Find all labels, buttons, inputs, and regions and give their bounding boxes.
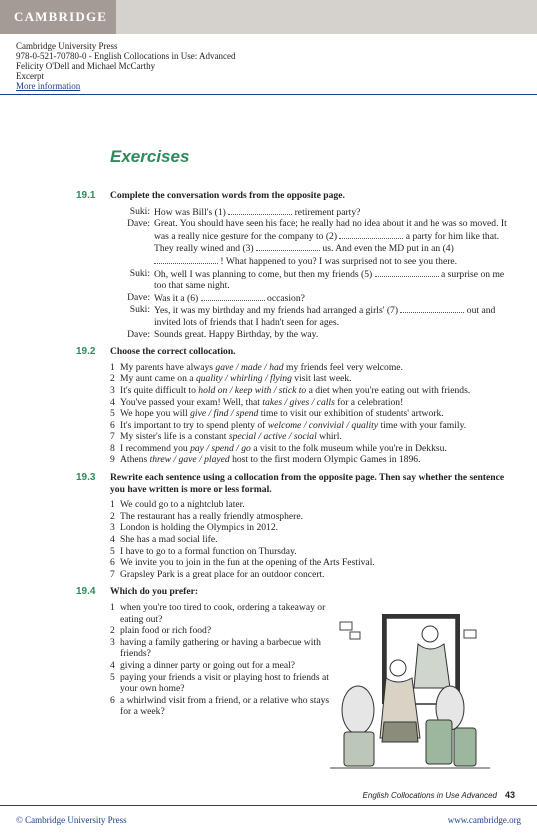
isbn-line: 978-0-521-70780-0 - English Collocations in Use: Advanced: [16, 51, 236, 61]
exercise-19-1: [0, 190, 537, 340]
item-number: 1: [110, 361, 115, 373]
dialogue-text: [154, 292, 510, 305]
header-divider: [0, 94, 537, 95]
list-item: [110, 420, 510, 432]
dialogue-line: [110, 206, 510, 219]
item-number: 2: [110, 373, 115, 385]
rewrite-list: [110, 499, 510, 580]
item-text: London is holding the Olympics in 2012.: [120, 522, 279, 534]
list-item: [110, 660, 330, 672]
dialogue-segment: Great. You should have seen his face; he really had no idea about it and he was so moved. It was a really nice gesture for the company to (2): [154, 218, 507, 242]
book-header: [16, 41, 235, 91]
answer-blank[interactable]: [375, 268, 439, 277]
authors-line: Felicity O'Dell and Michael McCarthy: [16, 61, 156, 71]
dialogue-text: [154, 218, 510, 267]
sentence-end: whirl.: [316, 431, 342, 443]
exercise-instruction: Choose the correct collocation.: [110, 346, 236, 358]
item-number: 5: [110, 408, 115, 420]
dialogue-line: [110, 292, 510, 305]
item-number: 2: [110, 625, 115, 637]
page-number: 43: [504, 790, 515, 800]
item-text: paying your friends a visit or playing host to friends at your own home?: [120, 671, 329, 695]
sentence-end: a diet when you're eating out with friends.: [306, 384, 471, 396]
list-item: [110, 373, 510, 385]
sentence-end: host to the first modern Olympic Games in 1896.: [229, 454, 421, 466]
item-text: [120, 408, 510, 420]
list-item: [110, 695, 330, 718]
item-number: 2: [110, 510, 115, 522]
collocation-options: pay / spend / go: [190, 442, 251, 454]
cambridge-logo: CAMBRIDGE: [0, 0, 116, 34]
list-item: [110, 557, 510, 569]
dialogue-line: [110, 268, 510, 292]
item-number: 1: [110, 499, 115, 511]
list-item: [110, 625, 330, 637]
dialogue-text: [154, 304, 510, 328]
speaker-label: Dave:: [127, 328, 150, 340]
list-item: [110, 454, 510, 466]
sentence-start: I recommend you: [120, 442, 191, 454]
item-text: We could go to a nightclub later.: [120, 499, 245, 511]
more-information-link[interactable]: More information: [16, 81, 81, 91]
dialogue-segment: ! What happened to you? I was surprised not to see you there.: [218, 255, 458, 267]
dialogue-segment: us. And even the MD put in an (4): [320, 243, 454, 255]
dialogue-text: [154, 206, 510, 219]
sentence-start: It's important to try to spend plenty of: [120, 419, 268, 431]
collocation-options: give / find / spend: [190, 408, 259, 420]
sentence-end: a visit to the folk museum while you're in Dekksu.: [250, 442, 447, 454]
list-item: [110, 534, 510, 546]
exercise-number: 19.3: [76, 472, 96, 484]
item-number: 4: [110, 396, 115, 408]
item-text: [120, 431, 510, 443]
list-item: [110, 522, 510, 534]
collocation-options: hold on / keep with / stick to: [198, 384, 307, 396]
collocation-list: [110, 362, 510, 466]
exercise-19-2: [0, 346, 537, 466]
item-number: 1: [110, 602, 115, 613]
list-item: [110, 511, 510, 523]
top-banner: [0, 0, 537, 34]
dialogue-segment: retirement party?: [292, 206, 361, 218]
sentence-end: for a celebration!: [334, 396, 404, 408]
item-text: [120, 454, 510, 466]
dialogue-segment: Oh, well I was planning to come, but then my friends (5): [154, 268, 375, 280]
people-with-luggage-illustration: [330, 610, 490, 775]
item-text: a whirlwind visit from a friend, or a relative who stays for a week?: [120, 694, 330, 718]
page-footer: [363, 790, 515, 800]
exercise-19-3: [0, 472, 537, 580]
item-text: plain food or rich food?: [120, 625, 212, 637]
dialogue-text: [154, 329, 510, 341]
dialogue-segment: Was it a (6): [154, 292, 201, 304]
exercise-number: 19.1: [76, 190, 96, 201]
sentence-start: Athens: [120, 454, 150, 466]
item-number: 6: [110, 557, 115, 569]
collocation-options: special / active / social: [228, 431, 317, 443]
sentence-start: My parents have always: [120, 361, 216, 373]
exercise-number: 19.4: [76, 586, 96, 598]
collocation-options: welcome / convivial / quality: [267, 419, 379, 431]
answer-blank[interactable]: [256, 242, 320, 251]
item-text: giving a dinner party or going out for a meal?: [120, 659, 296, 671]
item-number: 3: [110, 384, 115, 396]
sentence-end: time to visit our exhibition of students' artwork.: [258, 408, 444, 420]
collocation-options: gave / made / had: [215, 361, 284, 373]
answer-blank[interactable]: [154, 255, 218, 264]
exercise-instruction: Which do you prefer:: [110, 586, 199, 598]
dialogue-line: [110, 218, 510, 267]
answer-blank[interactable]: [201, 292, 265, 301]
list-item: [110, 602, 330, 625]
dialogue-segment: How was Bill's (1): [154, 206, 229, 218]
item-text: I have to go to a formal function on Thursday.: [120, 545, 297, 557]
list-item: [110, 569, 510, 581]
item-text: [120, 420, 510, 432]
list-item: [110, 397, 510, 409]
item-text: We invite you to join in the fun at the opening of the Arts Festival.: [120, 557, 375, 569]
conversation: [110, 206, 510, 341]
speaker-label: Suki:: [129, 267, 150, 279]
dialogue-segment: Yes, it was my birthday and my friends had arranged a girls' (7): [154, 305, 401, 317]
item-text: The restaurant has a really friendly atmosphere.: [120, 510, 304, 522]
collocation-options: threw / gave / played: [149, 454, 230, 466]
item-number: 3: [110, 522, 115, 534]
speaker-label: Dave:: [127, 218, 150, 230]
item-text: when you're too tired to cook, ordering a takeaway or eating out?: [120, 602, 326, 625]
item-text: Grapsley Park is a great place for an outdoor concert.: [120, 568, 325, 580]
sentence-start: It's quite difficult to: [120, 384, 199, 396]
excerpt-line: Excerpt: [16, 71, 44, 81]
dialogue-text: [154, 268, 510, 292]
book-title: English Collocations in Use Advanced: [362, 791, 497, 800]
item-text: [120, 385, 510, 397]
list-item: [110, 408, 510, 420]
item-text: having a family gathering or having a barbecue with friends?: [120, 636, 321, 660]
page-title: Exercises: [110, 147, 190, 166]
dialogue-segment: Sounds great. Happy Birthday, by the way.: [154, 328, 319, 340]
website-link[interactable]: www.cambridge.org: [447, 815, 521, 825]
item-text: [120, 362, 510, 374]
collocation-options: quality / whirling / flying: [195, 373, 292, 385]
exercise-instruction: Complete the conversation words from the opposite page.: [110, 190, 345, 201]
exercise-number: 19.2: [76, 346, 96, 358]
dialogue-segment: occasion?: [264, 292, 305, 304]
item-text: She has a mad social life.: [120, 534, 218, 546]
list-item: [110, 385, 510, 397]
dialogue-line: [110, 329, 510, 341]
copyright-link[interactable]: © Cambridge University Press: [16, 815, 127, 825]
dialogue-segment: out and invited lots of friends that I hadn't seen for ages.: [154, 305, 496, 328]
speaker-label: Dave:: [127, 291, 150, 303]
item-number: 8: [110, 442, 115, 454]
item-number: 5: [110, 545, 115, 557]
item-number: 5: [110, 671, 115, 683]
exercise-instruction: Rewrite each sentence using a collocation from the opposite page. Then say whether the sentence you have written is more or less formal.: [110, 472, 505, 495]
footer-divider: [0, 805, 537, 806]
item-number: 7: [110, 568, 115, 580]
publisher-line: Cambridge University Press: [16, 41, 118, 51]
list-item: [110, 443, 510, 455]
sentence-start: My aunt came on a: [120, 373, 196, 385]
item-number: 4: [110, 534, 115, 546]
answer-blank[interactable]: [339, 230, 403, 239]
item-number: 6: [110, 419, 115, 431]
preference-list: [110, 602, 330, 718]
item-number: 3: [110, 636, 115, 648]
sentence-start: My sister's life is a constant: [120, 431, 229, 443]
answer-blank[interactable]: [400, 304, 464, 313]
item-text: [120, 373, 510, 385]
list-item: [110, 546, 510, 558]
list-item: [110, 431, 510, 443]
list-item: [110, 362, 510, 374]
item-text: [120, 443, 510, 455]
sentence-end: visit last week.: [291, 373, 352, 385]
speaker-label: Suki:: [129, 205, 150, 217]
list-item: [110, 637, 330, 660]
sentence-start: You've passed your exam! Well, that: [120, 396, 263, 408]
item-number: 6: [110, 694, 115, 706]
answer-blank[interactable]: [228, 206, 292, 215]
item-number: 9: [110, 454, 115, 466]
dialogue-segment: a surprise on me too that same night.: [154, 268, 505, 292]
item-number: 7: [110, 431, 115, 443]
item-number: 4: [110, 659, 115, 671]
list-item: [110, 672, 330, 695]
sentence-end: time with your family.: [378, 419, 467, 431]
sentence-end: my friends feel very welcome.: [283, 361, 403, 373]
speaker-label: Suki:: [129, 304, 150, 316]
dialogue-segment: a party for him like that. They really wined and (3): [154, 230, 500, 255]
list-item: [110, 499, 510, 511]
collocation-options: takes / gives / calls: [262, 396, 335, 408]
dialogue-line: [110, 304, 510, 328]
sentence-start: We hope you will: [120, 408, 191, 420]
item-text: [120, 397, 510, 409]
